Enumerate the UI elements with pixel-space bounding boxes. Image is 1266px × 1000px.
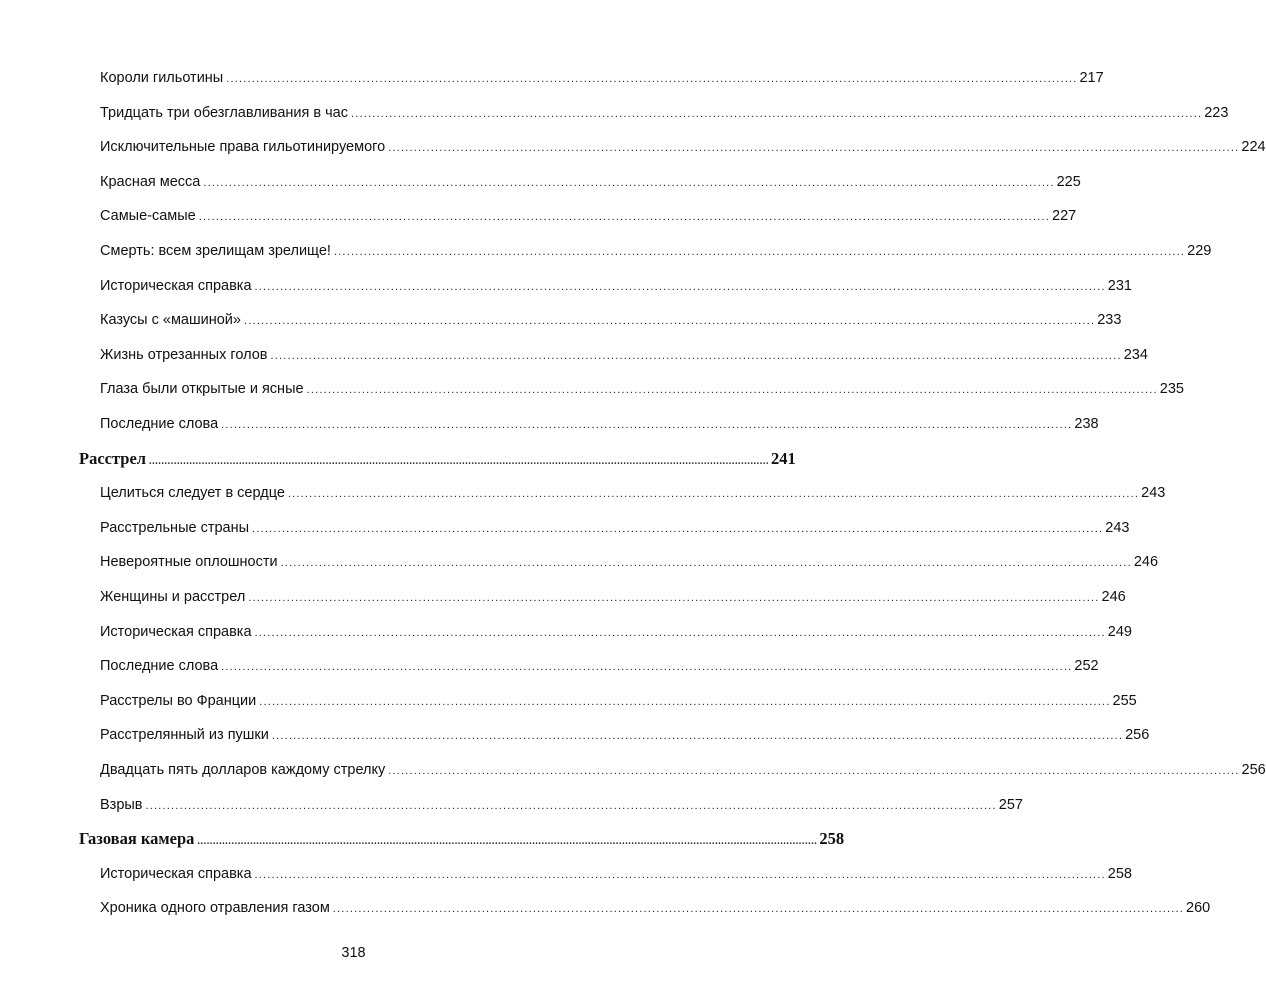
toc-entry-title: Взрыв xyxy=(100,796,143,813)
toc-entry[interactable] xyxy=(100,788,1023,822)
page-number: 318 xyxy=(341,945,366,961)
toc-entry[interactable] xyxy=(100,407,1099,441)
toc-entry-title: Смерть: всем зрелищам зрелище! xyxy=(100,243,331,259)
toc-entry-page: 223 xyxy=(1204,104,1229,121)
dot-leader: ........................................................................................................................................................................................................ xyxy=(221,661,1073,674)
toc-entry[interactable] xyxy=(100,857,1132,891)
toc-entry-title: Красная месса xyxy=(100,173,201,190)
toc-entry[interactable] xyxy=(100,372,1184,406)
dot-leader: ........................................................................................................................................................................................................ xyxy=(388,142,1240,155)
toc-entry-title: Расстрельные страны xyxy=(100,519,250,536)
toc-entry-page: 243 xyxy=(1105,519,1130,536)
dot-leader: ........................................................................................................................................................................................................ xyxy=(254,626,1106,639)
toc-entry-page: 233 xyxy=(1097,312,1122,329)
toc-entry-page: 256 xyxy=(1125,727,1150,744)
toc-entry[interactable] xyxy=(100,338,1148,372)
dot-leader: ........................................................................................................................................................................................................ xyxy=(248,592,1100,604)
toc-entry-title: Последние слова xyxy=(100,416,219,432)
dot-leader: ........................................................................................................................................................................................................ xyxy=(145,799,997,812)
toc-section-entry[interactable] xyxy=(79,442,796,476)
dot-leader: ........................................................................................................................................................................................................ xyxy=(254,868,1106,881)
dot-leader: ........................................................................................................................................................................................................ xyxy=(271,730,1124,743)
toc-entry-title: Хроника одного отравления газом xyxy=(100,900,330,917)
toc-entry-page: 234 xyxy=(1123,346,1148,363)
toc-entry[interactable] xyxy=(100,476,1166,510)
dot-leader: ........................................................................................................................................................................................................ xyxy=(287,488,1140,501)
toc-entry[interactable] xyxy=(100,130,1266,164)
dot-leader: ........................................................................................................................................................................................................ xyxy=(333,246,1186,258)
toc-entry-page: 229 xyxy=(1187,243,1212,259)
toc-entry-title: Последние слова xyxy=(100,658,219,675)
toc-entry[interactable] xyxy=(100,234,1212,268)
dot-leader: ........................................................................................................................................................................................................ xyxy=(259,695,1111,708)
toc-entry-page: 246 xyxy=(1101,589,1126,605)
dot-leader: ........................................................................................................................................................................................................ xyxy=(198,211,1050,224)
toc-entry[interactable] xyxy=(100,96,1229,130)
toc-entry-page: 217 xyxy=(1079,70,1104,86)
toc-entry[interactable] xyxy=(100,165,1081,199)
toc-entry[interactable] xyxy=(100,580,1126,614)
toc-entry-page: 260 xyxy=(1186,900,1211,917)
toc-entry-title: Расстрел xyxy=(79,448,147,468)
toc-entry-title: Невероятные оплошности xyxy=(100,554,278,571)
toc-entry[interactable] xyxy=(100,61,1104,95)
dot-leader: ........................................................................................................................................................................................................ xyxy=(252,522,1104,535)
toc-entry[interactable] xyxy=(100,199,1077,233)
toc-entry-page: 243 xyxy=(1141,485,1166,502)
dot-leader: ........................................................................................................................................................................................................ xyxy=(197,836,818,848)
dot-leader: ........................................................................................................................................................................................................ xyxy=(280,557,1132,570)
toc-entry-page: 258 xyxy=(819,829,845,849)
toc-entry-title: Расстрелы во Франции xyxy=(100,692,257,709)
toc-entry[interactable] xyxy=(100,615,1132,649)
toc-entry-page: 252 xyxy=(1074,658,1099,675)
toc-entry-title: Глаза были открытые и ясные xyxy=(100,381,304,398)
dot-leader: ........................................................................................................................................................................................................ xyxy=(226,73,1078,85)
toc-entry[interactable] xyxy=(100,269,1132,303)
toc-entry[interactable] xyxy=(100,891,1211,925)
toc-entry-page: 224 xyxy=(1241,139,1266,156)
toc-entry-title: Газовая камера xyxy=(79,829,195,849)
toc-entry-page: 227 xyxy=(1052,208,1077,225)
toc-entry-page: 241 xyxy=(771,448,796,468)
toc-entry[interactable] xyxy=(100,753,1266,787)
toc-entry-title: Короли гильотины xyxy=(100,70,224,86)
toc-entry-page: 238 xyxy=(1074,416,1099,432)
toc-entry-title: Целиться следует в сердце xyxy=(100,485,285,502)
toc-entry-title: Женщины и расстрел xyxy=(100,589,246,605)
dot-leader: ........................................................................................................................................................................................................ xyxy=(149,455,770,467)
toc-entry[interactable] xyxy=(100,718,1150,752)
toc-entry-title: Историческая справка xyxy=(100,623,252,640)
toc-entry[interactable] xyxy=(100,649,1099,683)
toc-entry-title: Тридцать три обезглавливания в час xyxy=(100,104,348,121)
toc-entry-title: Самые-самые xyxy=(100,208,196,225)
toc-entry[interactable] xyxy=(100,303,1122,337)
toc-entry-page: 255 xyxy=(1112,692,1137,709)
toc-entry-page: 231 xyxy=(1107,277,1132,294)
dot-leader: ........................................................................................................................................................................................................ xyxy=(203,176,1055,189)
toc-entry-title: Казусы с «машиной» xyxy=(100,312,241,329)
toc-entry-page: 257 xyxy=(998,796,1023,813)
toc-entry-title: Жизнь отрезанных голов xyxy=(100,346,268,363)
toc-entry-page: 258 xyxy=(1107,865,1132,882)
toc-entry-title: Исключительные права гильотинируемого xyxy=(100,139,386,156)
toc-entry-page: 235 xyxy=(1159,381,1184,398)
dot-leader: ........................................................................................................................................................................................................ xyxy=(332,903,1185,916)
dot-leader: ........................................................................................................................................................................................................ xyxy=(388,765,1240,777)
toc-entry-title: Двадцать пять долларов каждому стрелку xyxy=(100,762,386,778)
dot-leader: ........................................................................................................................................................................................................ xyxy=(254,280,1106,293)
toc-entry[interactable] xyxy=(100,684,1137,718)
toc-entry-title: Историческая справка xyxy=(100,865,252,882)
dot-leader: ........................................................................................................................................................................................................ xyxy=(306,384,1158,397)
toc-entry-page: 256 xyxy=(1241,762,1266,778)
toc-entry-title: Расстрелянный из пушки xyxy=(100,727,269,744)
toc-section-entry[interactable] xyxy=(79,822,845,856)
dot-leader: ........................................................................................................................................................................................................ xyxy=(221,419,1073,431)
toc-entry-title: Историческая справка xyxy=(100,277,252,294)
dot-leader: ........................................................................................................................................................................................................ xyxy=(270,349,1122,362)
toc-entry-page: 246 xyxy=(1133,554,1159,571)
dot-leader: ........................................................................................................................................................................................................ xyxy=(243,315,1096,328)
toc-entry[interactable] xyxy=(100,545,1159,579)
toc-entry[interactable] xyxy=(100,511,1130,545)
toc-entry-page: 249 xyxy=(1107,623,1132,640)
toc-entry-page: 225 xyxy=(1056,173,1081,190)
dot-leader: ........................................................................................................................................................................................................ xyxy=(351,107,1203,120)
